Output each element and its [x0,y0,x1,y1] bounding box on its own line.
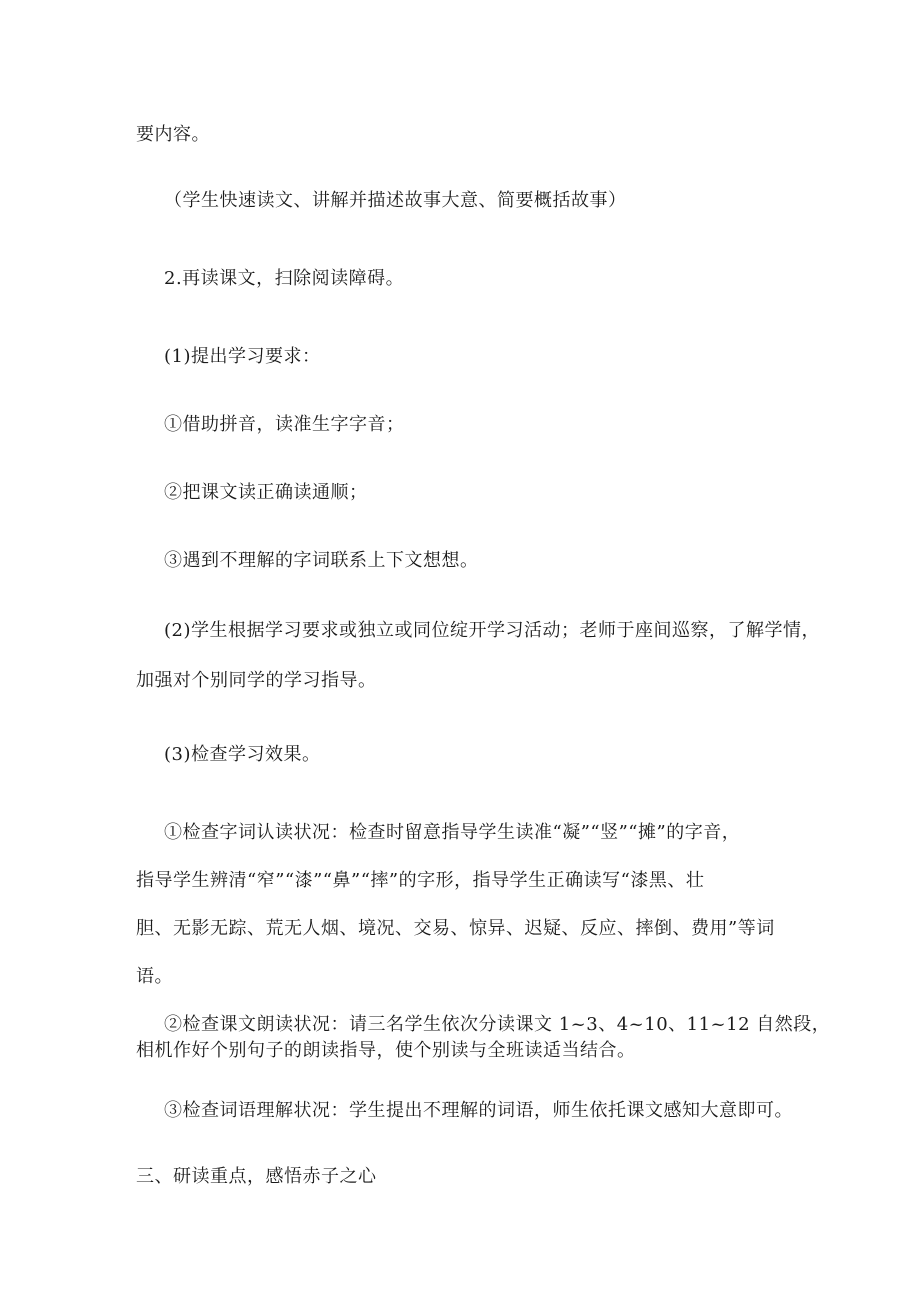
paragraph-line: ①借助拼音，读准生字字音； [164,414,405,435]
paragraph-line: ②检查课文朗读状况：请三名学生依次分读课文 1~3、4~10、11~12 自然段， [164,1014,831,1035]
paragraph-line: ③检查词语理解状况：学生提出不理解的词语，师生依托课文感知大意即可。 [164,1100,793,1121]
paragraph-line: (3)检查学习效果。 [164,744,321,765]
paragraph-line: 相机作好个别句子的朗读指导，使个别读与全班读适当结合。 [136,1040,636,1061]
paragraph-line: ②把课文读正确读通顺； [164,482,368,503]
paragraph-line: ③遇到不理解的字词联系上下文想想。 [164,550,479,571]
paragraph-line: 要内容。 [136,124,210,145]
paragraph-line: (2)学生根据学习要求或独立或同位绽开学习活动；老师于座间巡察，了解学情， [164,620,820,641]
paragraph-line: 语。 [136,966,173,987]
paragraph-line: ①检查字词认读状况：检查时留意指导学生读准“凝”“竖”“摊”的字音， [164,822,741,843]
paragraph-line: 2.再读课文，扫除阅读障碍。 [164,268,405,289]
paragraph-line: (1)提出学习要求： [164,346,321,367]
paragraph-line: 加强对个别同学的学习指导。 [136,670,377,691]
paragraph-line: 指导学生辨清“窄”“漆”“鼻”“摔”的字形，指导学生正确读写“漆黑、壮 [136,870,705,891]
paragraph-line: 胆、无影无踪、荒无人烟、境况、交易、惊异、迟疑、反应、摔倒、费用”等词 [136,918,775,939]
paragraph-line: （学生快速读文、讲解并描述故事大意、简要概括故事） [164,190,627,211]
section-heading: 三、研读重点，感悟赤子之心 [136,1166,377,1187]
